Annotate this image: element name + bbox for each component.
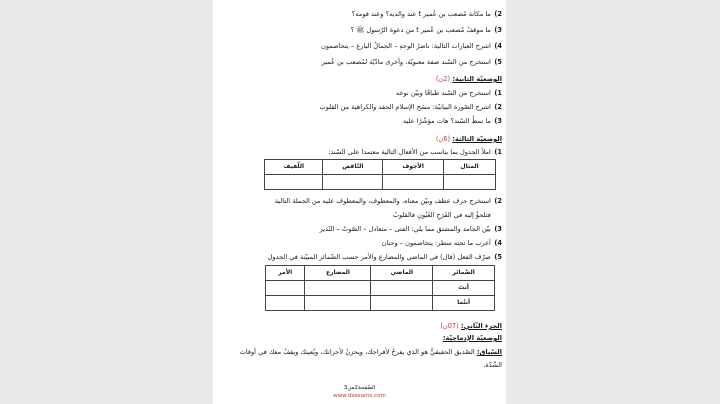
section-heading: الوضعيّة الإدماجيّة: [442, 334, 502, 342]
table-header: اللّفيف [265, 160, 323, 175]
document-page [213, 0, 506, 404]
table-cell [266, 281, 305, 296]
table-cell [305, 296, 371, 311]
table-header: النّاقص [323, 160, 383, 175]
situation-text: السّياق: الصّديق الحقيقيُّ هو الذي يفرحُ لأفراحك، ويحزنُ لأحزانك، ويُعينك ويقفُ معك في أوقات [239, 348, 502, 356]
question-item: 2) ما مكانة مُصعب بن عُمير t عند والديه؟ وعند قومه؟ [351, 10, 502, 18]
conjugation-table [265, 265, 495, 311]
question-item: 2) اشرح الصّورة البيانيّة: مسَح الإسلام الحقد والكراهية من القلوب [319, 103, 502, 111]
table-cell [305, 281, 371, 296]
page-number: الصّفحة2من3 [343, 385, 376, 391]
question-item: 2) استخرج حرف عطف وبيّن معناه، والمعطوف، والمعطوف عليه من الجملة التالية [274, 197, 502, 205]
question-item: 1) املأ الجدول بما يناسب من الأفعال التالية معتمدا على السّند: [328, 148, 502, 156]
question-item: فتلجؤُ إليه في الفَرَحِ الغَبُونِ فالقلوبُ [392, 211, 491, 219]
part-heading: الجزء الثّاني: (07ن) [440, 322, 502, 330]
table-cell [266, 296, 305, 311]
table-header: المثال [444, 160, 496, 175]
table-cell: أنتُما [433, 296, 495, 311]
question-item: 3) ما نمطُ السّند؟ هات مؤشّرًا عليه [403, 117, 502, 125]
question-item: 3) ما موقفُ مُصعب بن عُمير t من دعوة الرّسول ﷺ ؟ [350, 26, 502, 34]
table-header: المضارع [305, 266, 371, 281]
verb-table [264, 159, 496, 190]
table-header: الأجوف [383, 160, 444, 175]
situation-text: الشّدّة. [483, 361, 502, 369]
question-item: 5) استخرج من السّند صفة معنويّة، وأخرى مادّيّة لمُصعب بن عُمير [321, 58, 502, 66]
table-header: الماضي [371, 266, 433, 281]
table-cell [323, 175, 383, 190]
question-item: 5) صرّف الفعل (قال) في الماضي والمضارع والأمر حسب الضّمائر المبيّنة في الجدول [267, 253, 502, 261]
table-header: الأمر [266, 266, 305, 281]
table-cell [371, 296, 433, 311]
table-cell [265, 175, 323, 190]
question-item: 3) بيّن الجامد والمشتق مما يلي: الفتى – متعادل – الصّوتُ – النّذير [319, 225, 502, 233]
question-item: 4) اشرح العبارات التالية: ناضرُ الوجهِ – الجمالُ البارع – يتخاصمون [320, 42, 502, 50]
section-heading: الوضعيّة الثالثة: (6ن) [435, 135, 502, 143]
question-item: 4) أعرب ما تحته سطر: يتخاصمون – وحنان [381, 239, 502, 247]
table-cell: أنتَ [433, 281, 495, 296]
table-header: الضّمائر [433, 266, 495, 281]
table-cell [444, 175, 496, 190]
question-item: 1) استخرج من السّند طباقًا وبيّن نوعه [396, 89, 502, 97]
site-link[interactable]: www.dzexams.com [333, 393, 386, 399]
table-cell [383, 175, 444, 190]
table-cell [371, 281, 433, 296]
section-heading: الوضعيّة الثانية: (2ن) [435, 75, 502, 83]
